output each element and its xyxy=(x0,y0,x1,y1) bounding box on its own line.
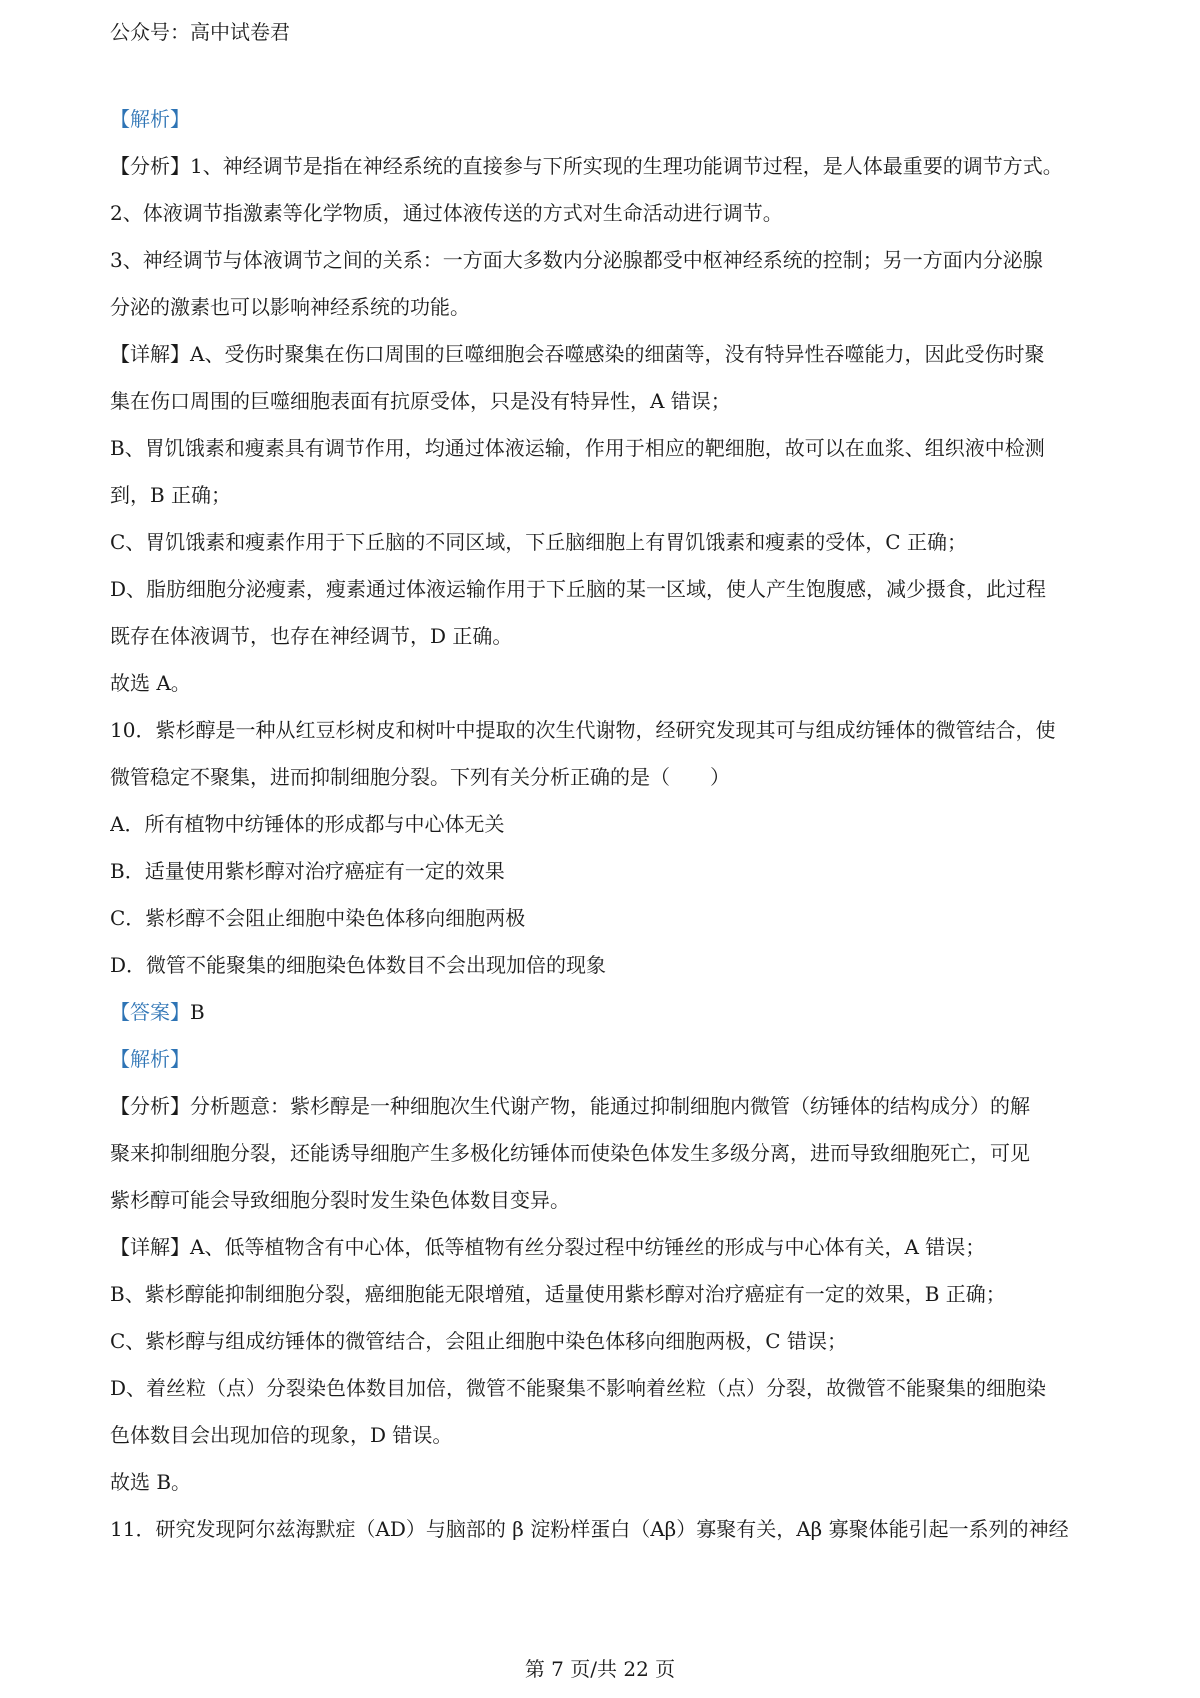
line-text: 【详解】A、受伤时聚集在伤口周围的巨噬细胞会吞噬感染的细菌等，没有特异性吞噬能力，因此受伤时聚 xyxy=(110,342,1045,366)
header-watermark-text: 公众号：高中试卷君 xyxy=(110,20,290,44)
line-text: 故选 B。 xyxy=(110,1470,192,1494)
text-line xyxy=(110,1083,1106,1130)
text-line xyxy=(110,331,1106,378)
text-line xyxy=(110,472,1106,519)
text-line xyxy=(110,190,1106,237)
line-text: 微管稳定不聚集，进而抑制细胞分裂。下列有关分析正确的是（ ） xyxy=(110,765,730,789)
line-text: 分泌的激素也可以影响神经系统的功能。 xyxy=(110,295,470,319)
line-text: C．紫杉醇不会阻止细胞中染色体移向细胞两极 xyxy=(110,906,526,930)
page-number: 第 7 页/共 22 页 xyxy=(524,1657,676,1681)
line-text: 【分析】1、神经调节是指在神经系统的直接参与下所实现的生理功能调节过程，是人体最重要的调节方式。 xyxy=(110,154,1063,178)
line-text: B、紫杉醇能抑制细胞分裂，癌细胞能无限增殖，适量使用紫杉醇对治疗癌症有一定的效果，B 正确； xyxy=(110,1282,1006,1306)
text-line xyxy=(110,754,1106,801)
text-line xyxy=(110,284,1106,331)
section-label: 【答案】 xyxy=(110,1000,190,1024)
section-label: 【解析】 xyxy=(110,107,190,131)
line-text: 到，B 正确； xyxy=(110,483,232,507)
line-text: A．所有植物中纺锤体的形成都与中心体无关 xyxy=(110,812,505,836)
line-text: 集在伤口周围的巨噬细胞表面有抗原受体，只是没有特异性，A 错误； xyxy=(110,389,731,413)
text-line xyxy=(110,1365,1106,1412)
line-text: B xyxy=(190,1000,205,1024)
line-text: 11．研究发现阿尔兹海默症（AD）与脑部的 β 淀粉样蛋白（Aβ）寡聚有关，Aβ 寡聚体能引起一系列的神经 xyxy=(110,1517,1069,1541)
text-line xyxy=(110,143,1106,190)
text-line xyxy=(110,96,1106,143)
text-line xyxy=(110,519,1106,566)
text-line xyxy=(110,566,1106,613)
line-text: 【分析】分析题意：紫杉醇是一种细胞次生代谢产物，能通过抑制细胞内微管（纺锤体的结构成分）的解 xyxy=(110,1094,1030,1118)
line-text: D、脂肪细胞分泌瘦素，瘦素通过体液运输作用于下丘脑的某一区域，使人产生饱腹感，减少摄食，此过程 xyxy=(110,577,1047,601)
text-line xyxy=(110,1318,1106,1365)
line-text: 故选 A。 xyxy=(110,671,191,695)
text-line xyxy=(110,1130,1106,1177)
line-text: B．适量使用紫杉醇对治疗癌症有一定的效果 xyxy=(110,859,505,883)
text-line xyxy=(110,613,1106,660)
line-text: 【详解】A、低等植物含有中心体，低等植物有丝分裂过程中纺锤丝的形成与中心体有关，A 错误； xyxy=(110,1235,986,1259)
line-text: B、胃饥饿素和瘦素具有调节作用，均通过体液运输，作用于相应的靶细胞，故可以在血浆、组织液中检测 xyxy=(110,436,1045,460)
text-line xyxy=(110,1271,1106,1318)
text-line xyxy=(110,660,1106,707)
text-line xyxy=(110,237,1106,284)
text-line xyxy=(110,1412,1106,1459)
text-line xyxy=(110,895,1106,942)
text-line xyxy=(110,1177,1106,1224)
line-text: 聚来抑制细胞分裂，还能诱导细胞产生多极化纺锤体而使染色体发生多级分离，进而导致细胞死亡，可见 xyxy=(110,1141,1030,1165)
text-line xyxy=(110,1036,1106,1083)
line-text: 2、体液调节指激素等化学物质，通过体液传送的方式对生命活动进行调节。 xyxy=(110,201,783,225)
text-line xyxy=(110,378,1106,425)
text-line xyxy=(110,801,1106,848)
line-text: D、着丝粒（点）分裂染色体数目加倍，微管不能聚集不影响着丝粒（点）分裂，故微管不能聚集的细胞染 xyxy=(110,1376,1047,1400)
text-line xyxy=(110,425,1106,472)
line-text: 既存在体液调节，也存在神经调节，D 正确。 xyxy=(110,624,513,648)
text-line xyxy=(110,989,1106,1036)
line-text: 3、神经调节与体液调节之间的关系：一方面大多数内分泌腺都受中枢神经系统的控制；另一方面内分泌腺 xyxy=(110,248,1043,272)
document-body xyxy=(110,96,1106,1553)
text-line xyxy=(110,707,1106,754)
line-text: C、胃饥饿素和瘦素作用于下丘脑的不同区域，下丘脑细胞上有胃饥饿素和瘦素的受体，C 正确； xyxy=(110,530,967,554)
line-text: D．微管不能聚集的细胞染色体数目不会出现加倍的现象 xyxy=(110,953,607,977)
section-label: 【解析】 xyxy=(110,1047,190,1071)
text-line xyxy=(110,848,1106,895)
text-line xyxy=(110,1506,1106,1553)
text-line xyxy=(110,1224,1106,1271)
text-line xyxy=(110,942,1106,989)
text-line xyxy=(110,1459,1106,1506)
line-text: C、紫杉醇与组成纺锤体的微管结合，会阻止细胞中染色体移向细胞两极，C 错误； xyxy=(110,1329,847,1353)
line-text: 紫杉醇可能会导致细胞分裂时发生染色体数目变异。 xyxy=(110,1188,570,1212)
line-text: 色体数目会出现加倍的现象，D 错误。 xyxy=(110,1423,453,1447)
line-text: 10．紫杉醇是一种从红豆杉树皮和树叶中提取的次生代谢物，经研究发现其可与组成纺锤体的微管结合，使 xyxy=(110,718,1056,742)
